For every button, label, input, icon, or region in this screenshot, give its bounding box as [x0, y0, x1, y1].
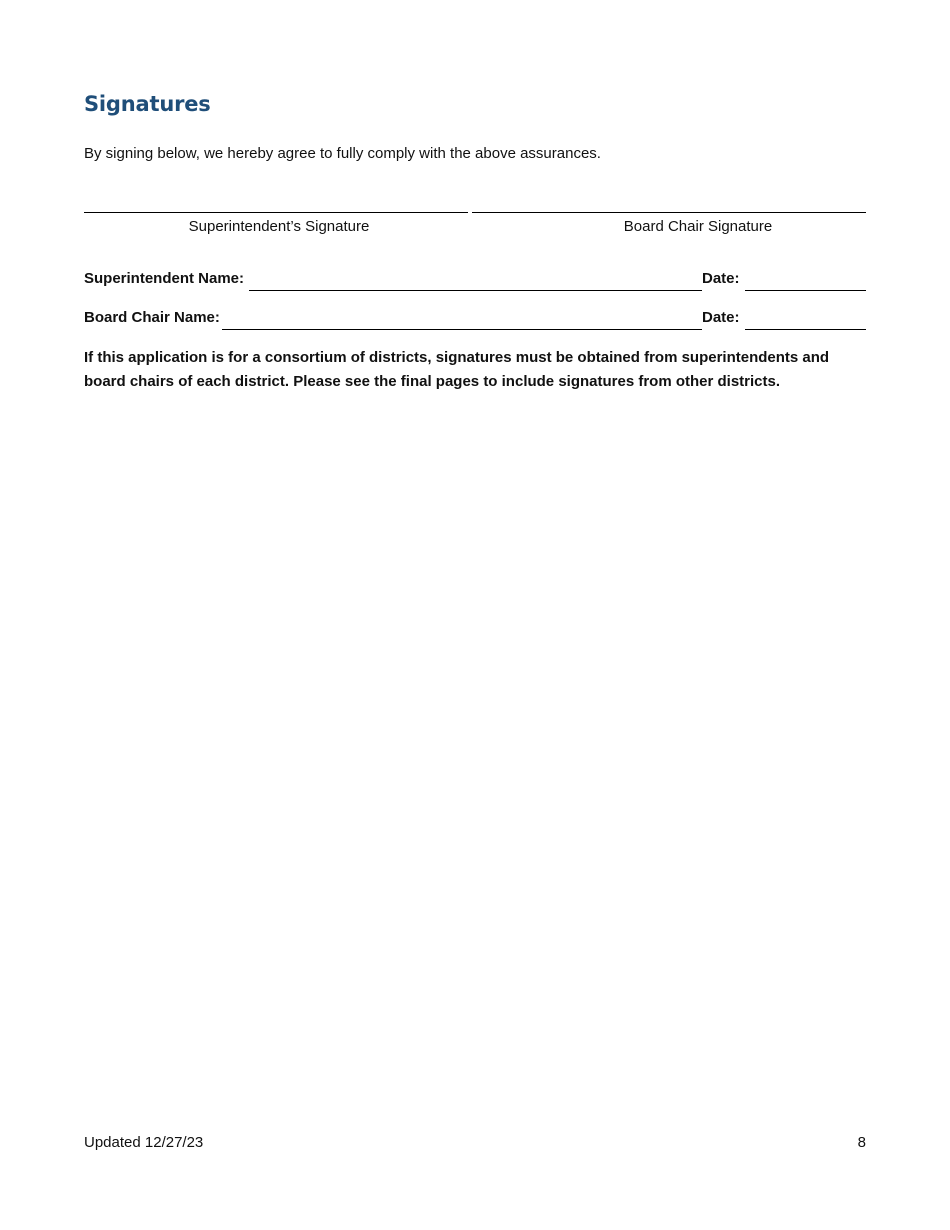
superintendent-date-label: Date: — [702, 270, 740, 287]
intro-text: By signing below, we hereby agree to fully comply with the above assurances. — [84, 145, 601, 162]
board-chair-signature-label: Board Chair Signature — [623, 218, 773, 235]
superintendent-signature-label: Superintendent’s Signature — [188, 218, 370, 235]
superintendent-signature-line[interactable] — [84, 212, 468, 213]
superintendent-name-label: Superintendent Name: — [84, 270, 245, 287]
board-chair-date-label: Date: — [702, 309, 740, 326]
board-chair-signature-line[interactable] — [472, 212, 866, 213]
consortium-note: If this application is for a consortium of districts, signatures must be obtained from superintendents and board chairs of each district. Please see the final pages to include signatures from other districts. — [84, 349, 830, 390]
page-title: Signatures — [84, 92, 211, 116]
board-chair-date-field[interactable] — [745, 329, 866, 330]
updated-date: Updated 12/27/23 — [84, 1134, 204, 1151]
board-chair-name-row — [84, 309, 866, 331]
board-chair-name-label: Board Chair Name: — [84, 309, 220, 326]
board-chair-name-field[interactable] — [222, 329, 702, 330]
superintendent-date-field[interactable] — [745, 290, 866, 291]
superintendent-name-field[interactable] — [249, 290, 702, 291]
page-number: 8 — [857, 1134, 866, 1151]
superintendent-name-row — [84, 270, 866, 292]
